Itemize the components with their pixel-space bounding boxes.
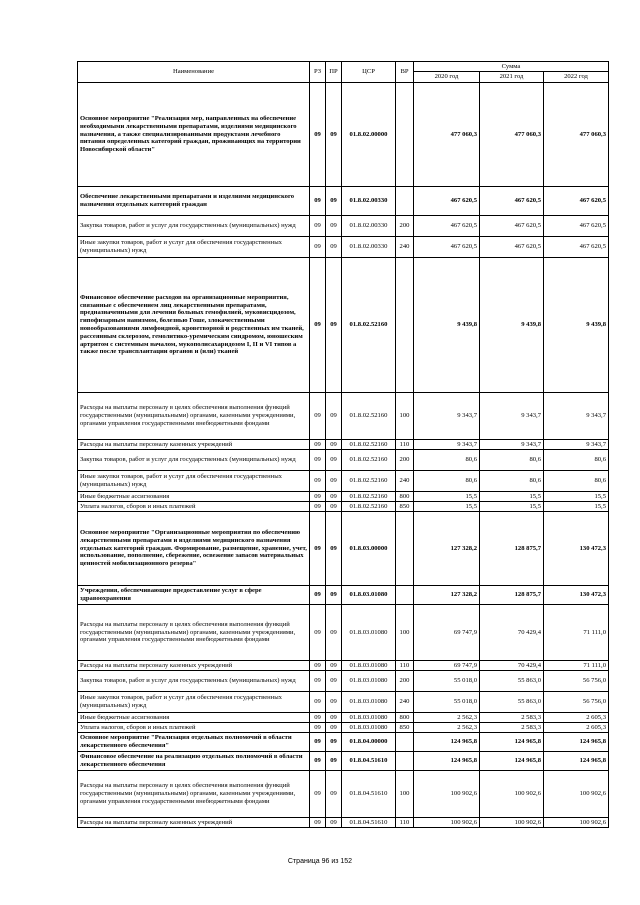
row-csr: 01.8.04.00000 xyxy=(342,733,396,752)
row-rz: 09 xyxy=(310,713,326,723)
header-2020: 2020 год xyxy=(414,72,480,83)
row-value-2020: 15,5 xyxy=(414,492,480,502)
row-vr: 110 xyxy=(396,661,414,671)
header-2021: 2021 год xyxy=(480,72,544,83)
row-value-2022: 71 111,0 xyxy=(544,661,609,671)
row-value-2022: 71 111,0 xyxy=(544,605,609,661)
row-rz: 09 xyxy=(310,440,326,450)
row-name: Расходы на выплаты персоналу в целях обеспечения выполнения функций государственными (муниципальными) органами, казенными учреждениями, органами управления государственными внебюджетными фондами xyxy=(78,605,310,661)
row-vr: 200 xyxy=(396,671,414,692)
row-csr: 01.8.04.51610 xyxy=(342,818,396,828)
row-vr: 110 xyxy=(396,440,414,450)
table-row xyxy=(78,502,609,512)
row-value-2021: 2 583,3 xyxy=(480,723,544,733)
row-rz: 09 xyxy=(310,605,326,661)
row-vr: 100 xyxy=(396,771,414,818)
row-pr: 09 xyxy=(326,393,342,440)
row-value-2021: 9 343,7 xyxy=(480,440,544,450)
row-rz: 09 xyxy=(310,393,326,440)
row-value-2020: 9 439,8 xyxy=(414,258,480,393)
row-rz: 09 xyxy=(310,502,326,512)
row-value-2020: 9 343,7 xyxy=(414,440,480,450)
table-row xyxy=(78,187,609,216)
table-row xyxy=(78,512,609,586)
header-sum: Сумма xyxy=(414,62,609,72)
row-value-2020: 69 747,9 xyxy=(414,661,480,671)
row-vr xyxy=(396,512,414,586)
row-rz: 09 xyxy=(310,771,326,818)
row-rz: 09 xyxy=(310,237,326,258)
row-name: Основное мероприятие "Организационные мероприятия по обеспечению лекарственными препаратами и изделиями медицинского назначения отдельных категорий граждан. Формирование, размещение, хранение, учет, использование, пополнение, сбережение, освежение запасов материальных ценностей мобилизационного резерва" xyxy=(78,512,310,586)
row-value-2021: 100 902,6 xyxy=(480,771,544,818)
row-value-2022: 80,6 xyxy=(544,450,609,471)
row-rz: 09 xyxy=(310,671,326,692)
row-value-2021: 55 863,0 xyxy=(480,692,544,713)
row-value-2022: 467 620,5 xyxy=(544,187,609,216)
row-name: Финансовое обеспечение на реализацию отдельных полномочий в области лекарственного обеспечения xyxy=(78,752,310,771)
row-pr: 09 xyxy=(326,752,342,771)
row-pr: 09 xyxy=(326,187,342,216)
row-name: Расходы на выплаты персоналу в целях обеспечения выполнения функций государственными (муниципальными) органами, казенными учреждениями, органами управления государственными внебюджетными фондами xyxy=(78,771,310,818)
row-value-2021: 477 060,3 xyxy=(480,83,544,187)
row-value-2022: 130 472,3 xyxy=(544,586,609,605)
row-value-2021: 70 429,4 xyxy=(480,605,544,661)
row-name: Основное мероприятие "Реализация отдельных полномочий в области лекарственного обеспечения" xyxy=(78,733,310,752)
row-name: Закупка товаров, работ и услуг для государственных (муниципальных) нужд xyxy=(78,671,310,692)
row-value-2022: 56 756,0 xyxy=(544,692,609,713)
row-value-2020: 80,6 xyxy=(414,450,480,471)
row-value-2020: 9 343,7 xyxy=(414,393,480,440)
table-row xyxy=(78,661,609,671)
row-pr: 09 xyxy=(326,733,342,752)
row-rz: 09 xyxy=(310,471,326,492)
row-pr: 09 xyxy=(326,471,342,492)
row-value-2021: 124 965,8 xyxy=(480,733,544,752)
row-value-2022: 9 439,8 xyxy=(544,258,609,393)
row-pr: 09 xyxy=(326,450,342,471)
table-row xyxy=(78,492,609,502)
row-value-2022: 15,5 xyxy=(544,502,609,512)
row-value-2020: 100 902,6 xyxy=(414,818,480,828)
header-vr: ВР xyxy=(396,62,414,83)
row-vr xyxy=(396,752,414,771)
row-value-2021: 467 620,5 xyxy=(480,237,544,258)
row-vr xyxy=(396,187,414,216)
row-csr: 01.8.02.52160 xyxy=(342,450,396,471)
row-value-2022: 80,6 xyxy=(544,471,609,492)
row-value-2021: 467 620,5 xyxy=(480,187,544,216)
row-csr: 01.8.03.01080 xyxy=(342,605,396,661)
row-value-2022: 467 620,5 xyxy=(544,237,609,258)
header-pr: ПР xyxy=(326,62,342,83)
row-value-2020: 477 060,3 xyxy=(414,83,480,187)
row-vr xyxy=(396,258,414,393)
table-row xyxy=(78,586,609,605)
row-name: Иные закупки товаров, работ и услуг для обеспечения государственных (муниципальных) нужд xyxy=(78,692,310,713)
row-value-2021: 80,6 xyxy=(480,450,544,471)
row-value-2022: 100 902,6 xyxy=(544,818,609,828)
row-rz: 09 xyxy=(310,733,326,752)
row-value-2021: 15,5 xyxy=(480,492,544,502)
row-pr: 09 xyxy=(326,440,342,450)
row-name: Расходы на выплаты персоналу казенных учреждений xyxy=(78,661,310,671)
row-value-2020: 467 620,5 xyxy=(414,237,480,258)
row-value-2021: 9 439,8 xyxy=(480,258,544,393)
row-name: Уплата налогов, сборов и иных платежей xyxy=(78,502,310,512)
row-value-2022: 130 472,3 xyxy=(544,512,609,586)
header-csr: ЦСР xyxy=(342,62,396,83)
row-name: Обеспечение лекарственными препаратами и изделиями медицинского назначения отдельных категорий граждан xyxy=(78,187,310,216)
row-value-2022: 124 965,8 xyxy=(544,733,609,752)
table-row xyxy=(78,818,609,828)
row-value-2020: 124 965,8 xyxy=(414,733,480,752)
row-value-2021: 70 429,4 xyxy=(480,661,544,671)
row-vr: 110 xyxy=(396,818,414,828)
row-pr: 09 xyxy=(326,83,342,187)
row-pr: 09 xyxy=(326,237,342,258)
row-value-2022: 15,5 xyxy=(544,492,609,502)
table-row xyxy=(78,83,609,187)
row-csr: 01.8.02.52160 xyxy=(342,492,396,502)
header-2022: 2022 год xyxy=(544,72,609,83)
row-name: Иные бюджетные ассигнования xyxy=(78,492,310,502)
row-name: Иные бюджетные ассигнования xyxy=(78,713,310,723)
row-vr: 200 xyxy=(396,216,414,237)
row-name: Расходы на выплаты персоналу казенных учреждений xyxy=(78,440,310,450)
row-pr: 09 xyxy=(326,692,342,713)
row-csr: 01.8.02.52160 xyxy=(342,393,396,440)
row-rz: 09 xyxy=(310,723,326,733)
row-rz: 09 xyxy=(310,692,326,713)
row-pr: 09 xyxy=(326,216,342,237)
row-csr: 01.8.03.01080 xyxy=(342,713,396,723)
row-value-2022: 124 965,8 xyxy=(544,752,609,771)
row-rz: 09 xyxy=(310,661,326,671)
table-row xyxy=(78,258,609,393)
table-row xyxy=(78,692,609,713)
table-row xyxy=(78,216,609,237)
row-csr: 01.8.02.00000 xyxy=(342,83,396,187)
row-vr: 850 xyxy=(396,723,414,733)
row-value-2020: 127 328,2 xyxy=(414,586,480,605)
row-value-2022: 2 605,3 xyxy=(544,713,609,723)
row-name: Уплата налогов, сборов и иных платежей xyxy=(78,723,310,733)
table-row xyxy=(78,237,609,258)
row-vr: 100 xyxy=(396,605,414,661)
table-row xyxy=(78,713,609,723)
row-pr: 09 xyxy=(326,771,342,818)
row-csr: 01.8.04.51610 xyxy=(342,752,396,771)
table-body xyxy=(78,83,609,828)
row-pr: 09 xyxy=(326,586,342,605)
row-vr: 800 xyxy=(396,713,414,723)
row-name: Расходы на выплаты персоналу в целях обеспечения выполнения функций государственными (муниципальными) органами, казенными учреждениями, органами управления государственными внебюджетными фондами xyxy=(78,393,310,440)
row-csr: 01.8.04.51610 xyxy=(342,771,396,818)
table-row xyxy=(78,450,609,471)
row-value-2021: 128 875,7 xyxy=(480,586,544,605)
row-csr: 01.8.02.52160 xyxy=(342,471,396,492)
row-csr: 01.8.03.00000 xyxy=(342,512,396,586)
row-value-2020: 55 018,0 xyxy=(414,671,480,692)
row-rz: 09 xyxy=(310,216,326,237)
budget-table xyxy=(77,61,609,828)
row-csr: 01.8.02.52160 xyxy=(342,258,396,393)
table-row xyxy=(78,733,609,752)
row-value-2021: 128 875,7 xyxy=(480,512,544,586)
row-pr: 09 xyxy=(326,661,342,671)
row-csr: 01.8.02.00330 xyxy=(342,237,396,258)
row-value-2021: 124 965,8 xyxy=(480,752,544,771)
row-value-2021: 2 583,3 xyxy=(480,713,544,723)
row-name: Иные закупки товаров, работ и услуг для обеспечения государственных (муниципальных) нужд xyxy=(78,471,310,492)
row-value-2022: 467 620,5 xyxy=(544,216,609,237)
row-csr: 01.8.03.01080 xyxy=(342,692,396,713)
row-rz: 09 xyxy=(310,492,326,502)
row-rz: 09 xyxy=(310,512,326,586)
row-value-2020: 127 328,2 xyxy=(414,512,480,586)
row-vr: 200 xyxy=(396,450,414,471)
row-value-2021: 55 863,0 xyxy=(480,671,544,692)
row-name: Иные закупки товаров, работ и услуг для обеспечения государственных (муниципальных) нужд xyxy=(78,237,310,258)
table-row xyxy=(78,605,609,661)
row-rz: 09 xyxy=(310,450,326,471)
row-vr xyxy=(396,586,414,605)
row-pr: 09 xyxy=(326,258,342,393)
row-name: Основное мероприятие "Реализация мер, направленных на обеспечение необходимыми лекарственными препаратами, изделиями медицинского назначения, а также специализированными продуктами лечебного питания определенных категорий граждан, проживающих на территории Новосибирской области" xyxy=(78,83,310,187)
row-rz: 09 xyxy=(310,818,326,828)
row-csr: 01.8.02.00330 xyxy=(342,216,396,237)
row-vr: 240 xyxy=(396,692,414,713)
row-csr: 01.8.02.00330 xyxy=(342,187,396,216)
header-rz: РЗ xyxy=(310,62,326,83)
row-pr: 09 xyxy=(326,713,342,723)
row-vr: 240 xyxy=(396,237,414,258)
row-value-2022: 100 902,6 xyxy=(544,771,609,818)
row-value-2020: 100 902,6 xyxy=(414,771,480,818)
table-row xyxy=(78,471,609,492)
table-row xyxy=(78,723,609,733)
row-value-2020: 15,5 xyxy=(414,502,480,512)
row-name: Учреждения, обеспечивающие предоставление услуг в сфере здравоохранения xyxy=(78,586,310,605)
row-csr: 01.8.02.52160 xyxy=(342,440,396,450)
row-pr: 09 xyxy=(326,723,342,733)
row-value-2020: 69 747,9 xyxy=(414,605,480,661)
row-value-2022: 9 343,7 xyxy=(544,440,609,450)
row-pr: 09 xyxy=(326,671,342,692)
row-value-2020: 55 018,0 xyxy=(414,692,480,713)
row-name: Расходы на выплаты персоналу казенных учреждений xyxy=(78,818,310,828)
row-value-2022: 2 605,3 xyxy=(544,723,609,733)
row-value-2021: 9 343,7 xyxy=(480,393,544,440)
row-pr: 09 xyxy=(326,492,342,502)
row-vr xyxy=(396,733,414,752)
row-vr xyxy=(396,83,414,187)
row-rz: 09 xyxy=(310,83,326,187)
row-vr: 800 xyxy=(396,492,414,502)
row-csr: 01.8.03.01080 xyxy=(342,723,396,733)
row-value-2021: 80,6 xyxy=(480,471,544,492)
row-csr: 01.8.03.01080 xyxy=(342,671,396,692)
row-csr: 01.8.03.01080 xyxy=(342,586,396,605)
row-value-2020: 2 562,3 xyxy=(414,723,480,733)
table-row xyxy=(78,671,609,692)
row-csr: 01.8.02.52160 xyxy=(342,502,396,512)
row-value-2020: 80,6 xyxy=(414,471,480,492)
row-value-2021: 100 902,6 xyxy=(480,818,544,828)
table-row xyxy=(78,393,609,440)
row-name: Закупка товаров, работ и услуг для государственных (муниципальных) нужд xyxy=(78,450,310,471)
row-vr: 240 xyxy=(396,471,414,492)
table-row xyxy=(78,440,609,450)
row-rz: 09 xyxy=(310,187,326,216)
table-row xyxy=(78,771,609,818)
row-pr: 09 xyxy=(326,605,342,661)
row-rz: 09 xyxy=(310,752,326,771)
row-value-2021: 467 620,5 xyxy=(480,216,544,237)
row-value-2022: 477 060,3 xyxy=(544,83,609,187)
row-vr: 850 xyxy=(396,502,414,512)
row-name: Финансовое обеспечение расходов на организационные мероприятия, связанные с обеспечением лиц лекарственными препаратами, предназначенными для лечения больных гемофилией, муковисцидозом, гипофизарным нанизмом, болезнью Гоше, злокачественными новообразованиями лимфоидной, кроветворной и родственных им тканей, рассеянным склерозом, гемолитико-уремическим синдромом, юношеским артритом с системным началом, мукополисахаридозом I, II и VI типов а также после трансплантации органов и (или) тканей xyxy=(78,258,310,393)
row-pr: 09 xyxy=(326,818,342,828)
row-pr: 09 xyxy=(326,502,342,512)
row-csr: 01.8.03.01080 xyxy=(342,661,396,671)
table-row xyxy=(78,752,609,771)
row-value-2020: 467 620,5 xyxy=(414,187,480,216)
row-rz: 09 xyxy=(310,586,326,605)
header-name: Наименование xyxy=(78,62,310,83)
row-value-2020: 467 620,5 xyxy=(414,216,480,237)
page-footer: Страница 96 из 152 xyxy=(287,858,353,865)
row-value-2020: 2 562,3 xyxy=(414,713,480,723)
row-value-2022: 56 756,0 xyxy=(544,671,609,692)
row-value-2021: 15,5 xyxy=(480,502,544,512)
row-rz: 09 xyxy=(310,258,326,393)
row-vr: 100 xyxy=(396,393,414,440)
row-pr: 09 xyxy=(326,512,342,586)
row-value-2020: 124 965,8 xyxy=(414,752,480,771)
row-value-2022: 9 343,7 xyxy=(544,393,609,440)
row-name: Закупка товаров, работ и услуг для государственных (муниципальных) нужд xyxy=(78,216,310,237)
